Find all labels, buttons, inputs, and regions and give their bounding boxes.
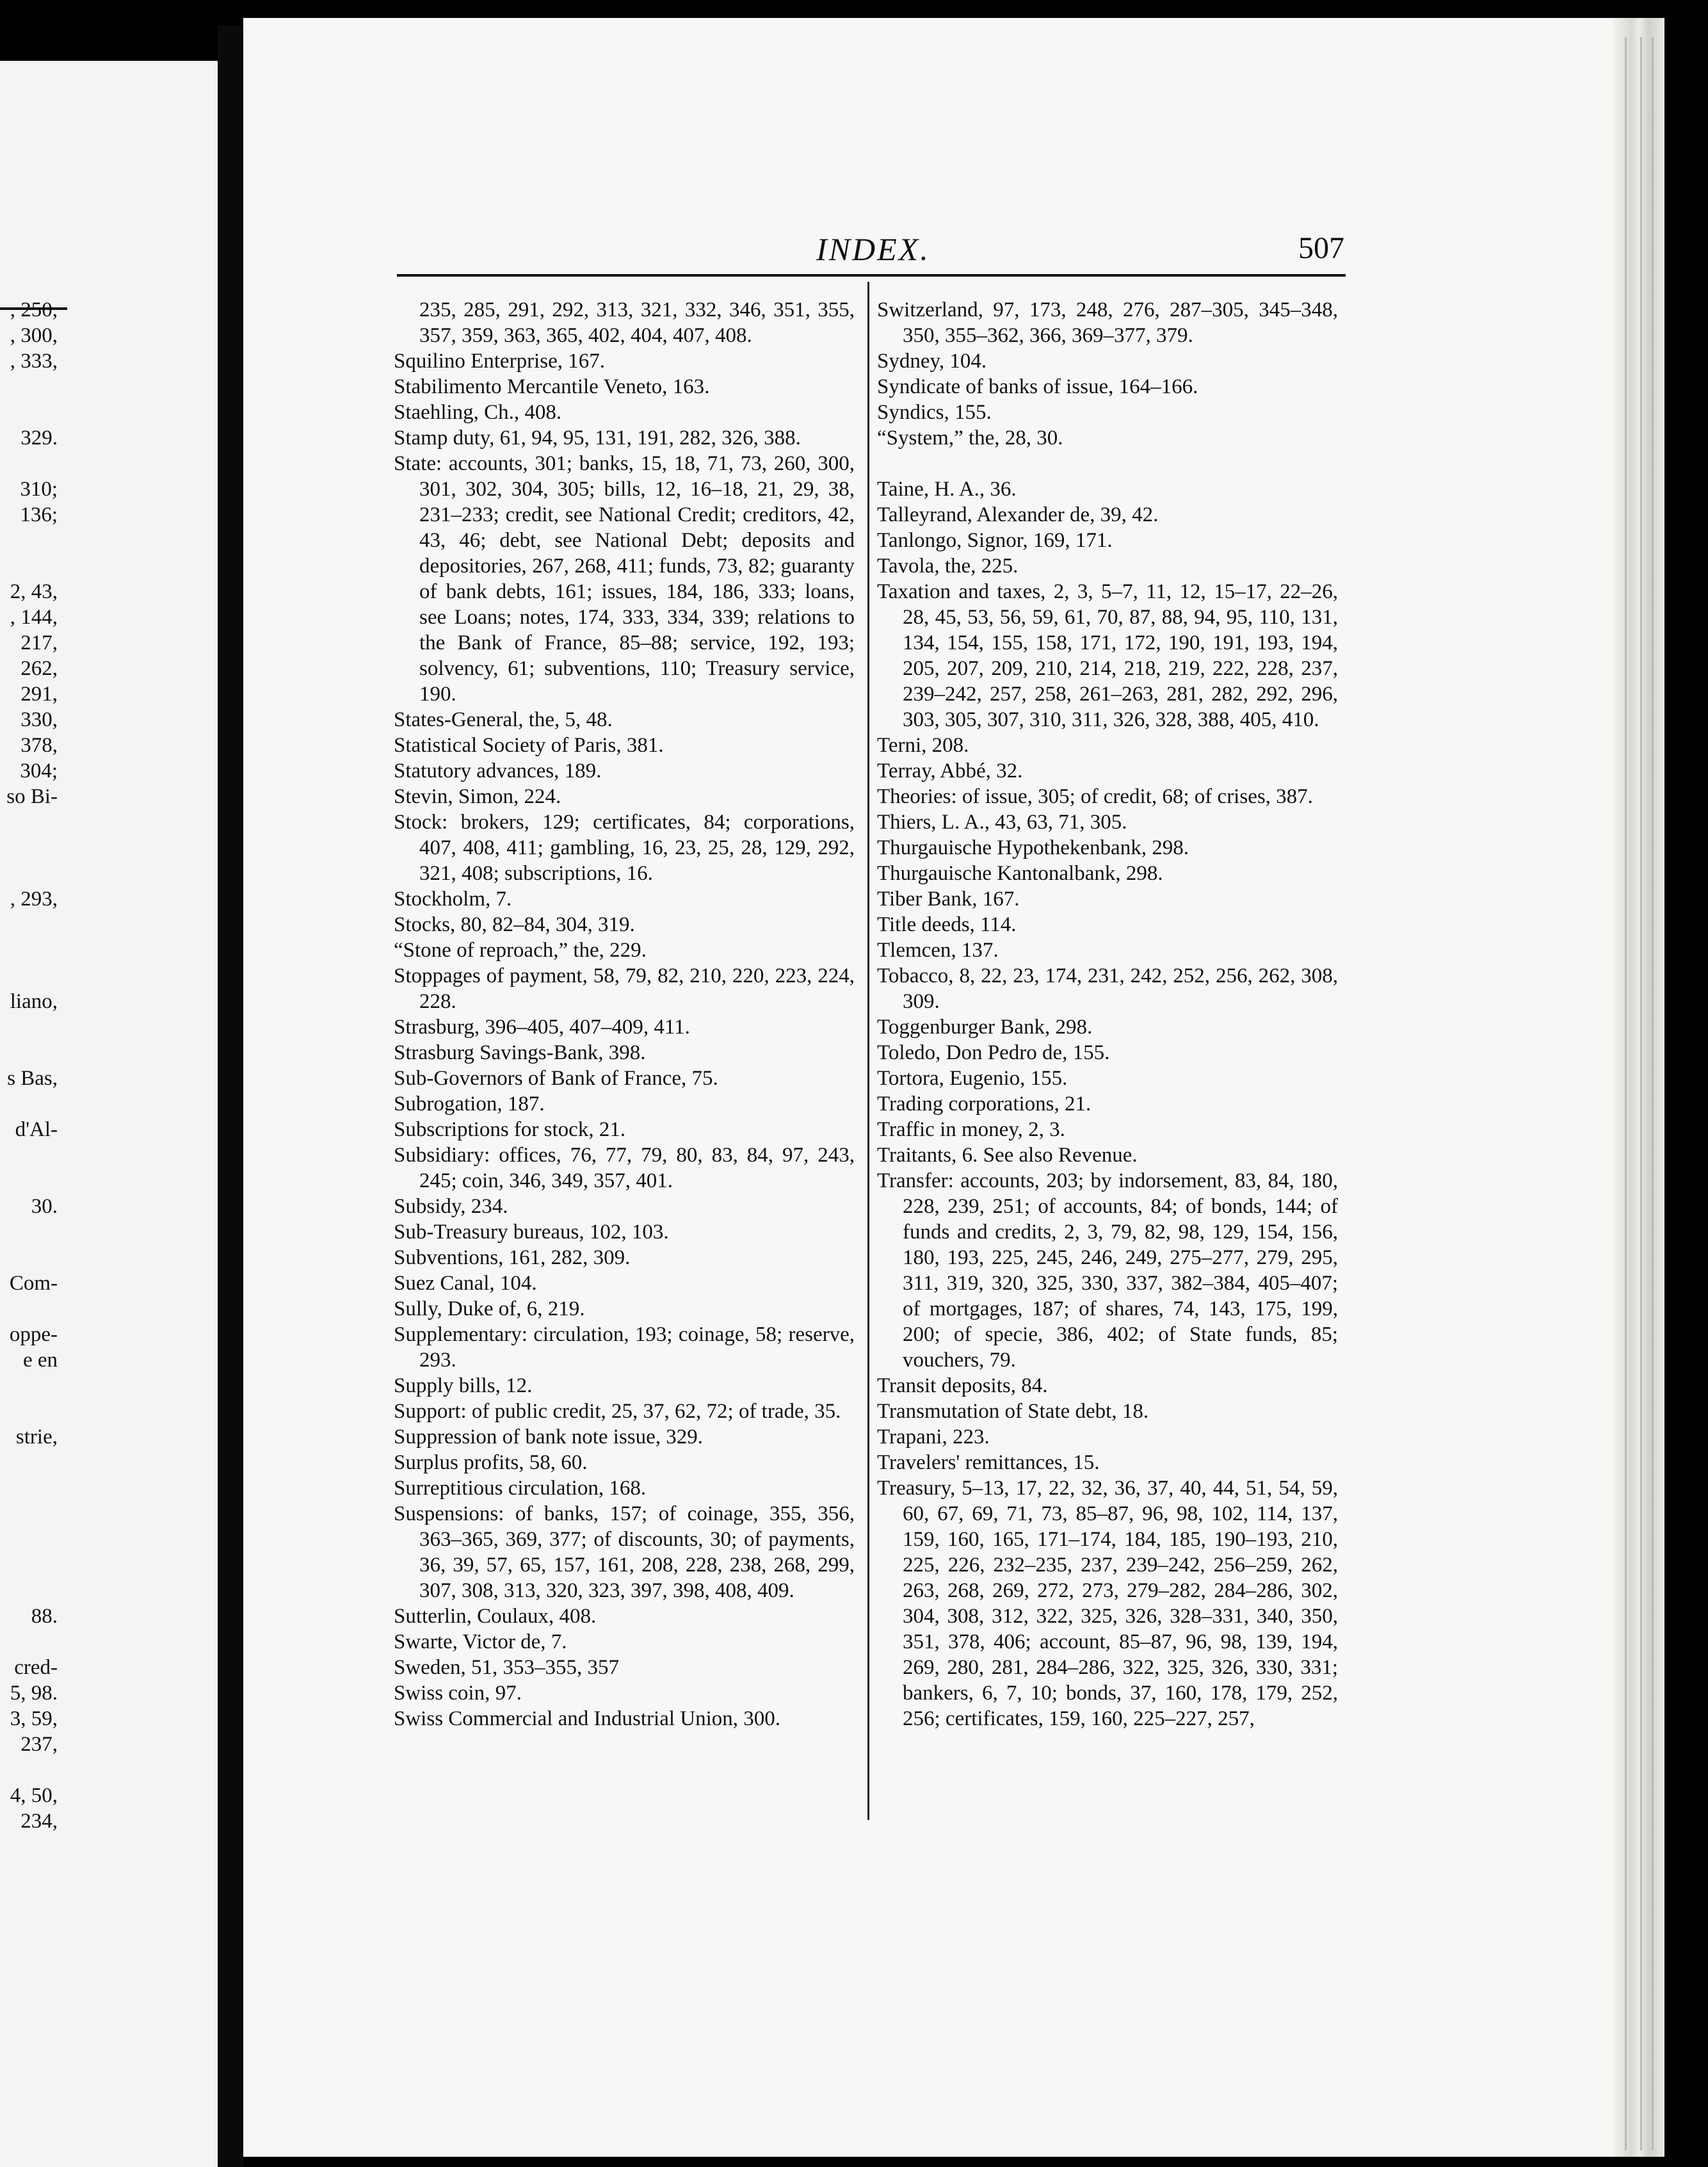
previous-page-fragment: 310; (20, 478, 58, 501)
index-entry: Title deeds, 114. (877, 913, 1017, 936)
previous-page-fragment: 262, (20, 657, 58, 680)
index-entry: Toggenburger Bank, 298. (877, 1016, 1093, 1039)
index-entry: Subsidy, 234. (394, 1195, 508, 1218)
previous-page (0, 61, 218, 2167)
index-entry: 235, 285, 291, 292, 313, 321, 332, 346, 351, 355, 357, 359, 363, 365, 402, 404, 407, 408. (419, 298, 855, 347)
index-entry: Swiss coin, 97. (394, 1682, 522, 1705)
previous-page-fragment: 234, (20, 1810, 58, 1833)
index-entry: Statutory advances, 189. (394, 759, 602, 783)
index-entry: Syndicate of banks of issue, 164–166. (877, 375, 1198, 398)
index-column-left (394, 297, 855, 1732)
index-entry: Sub-Treasury bureaus, 102, 103. (394, 1221, 669, 1244)
index-entry: Thurgauische Kantonalbank, 298. (877, 862, 1163, 885)
index-entry: Stamp duty, 61, 94, 95, 131, 191, 282, 326, 388. (394, 426, 801, 450)
index-entry: Toledo, Don Pedro de, 155. (877, 1041, 1110, 1064)
previous-page-fragment: 136; (20, 503, 58, 526)
previous-page-fragment: cred- (14, 1656, 58, 1679)
index-entry: Stoppages of payment, 58, 79, 82, 210, 220, 223, 224, 228. (394, 964, 855, 1013)
previous-page-fragment: 304; (20, 759, 58, 783)
index-entry: States-General, the, 5, 48. (394, 708, 613, 731)
index-entry: Statistical Society of Paris, 381. (394, 734, 664, 757)
index-entry: Swarte, Victor de, 7. (394, 1630, 567, 1653)
index-entry: Theories: of issue, 305; of credit, 68; of crises, 387. (877, 785, 1313, 808)
page-edge-line (1652, 37, 1654, 2150)
previous-page-fragment: 291, (20, 683, 58, 706)
page-number: 507 (1298, 231, 1344, 265)
index-entry: Suez Canal, 104. (394, 1272, 537, 1295)
previous-page-fragment: 4, 50, (10, 1784, 58, 1807)
index-entry: Subsidiary: offices, 76, 77, 79, 80, 83, 84, 97, 243, 245; coin, 346, 349, 357, 401. (394, 1144, 855, 1192)
index-entry: “System,” the, 28, 30. (877, 426, 1063, 450)
index-entry: Staehling, Ch., 408. (394, 401, 562, 424)
index-entry: Transmutation of State debt, 18. (877, 1400, 1149, 1423)
index-entry: Tavola, the, 225. (877, 555, 1019, 578)
index-entry: Stock: brokers, 129; certificates, 84; corporations, 407, 408, 411; gambling, 16, 23, 25, 28, 129, 292, 321, 408; subscriptions, 16. (394, 811, 855, 885)
index-entry: Terni, 208. (877, 734, 969, 757)
previous-page-fragment: 30. (31, 1195, 58, 1218)
page-edge-stack (1613, 18, 1664, 2157)
previous-page-fragment: , 250, (10, 298, 58, 321)
index-entry: Supplementary: circulation, 193; coinage, 58; reserve, 293. (394, 1323, 855, 1372)
index-entry: Suppression of bank note issue, 329. (394, 1425, 704, 1449)
index-entry: Subscriptions for stock, 21. (394, 1118, 626, 1141)
index-entry: Suspensions: of banks, 157; of coinage, 355, 356, 363–365, 369, 377; of discounts, 30; of payments, 36, 39, 57, 65, 157, 161, 208, 228, 238, 268, 299, 307, 308, 313, 320, 323, 397, 398, 408, 409. (394, 1502, 855, 1602)
index-entry: Tlemcen, 137. (877, 939, 999, 962)
index-entry: Support: of public credit, 25, 37, 62, 72; of trade, 35. (394, 1400, 841, 1423)
previous-page-fragment: 5, 98. (10, 1682, 58, 1705)
previous-page-fragment: 3, 59, (10, 1707, 58, 1730)
previous-page-fragment: 237, (20, 1733, 58, 1756)
page-gutter-shadow (218, 26, 243, 2167)
index-entry: Surreptitious circulation, 168. (394, 1477, 647, 1500)
running-head-title: INDEX. (816, 231, 930, 267)
index-entry: Tobacco, 8, 22, 23, 174, 231, 242, 252, 256, 262, 308, 309. (877, 964, 1338, 1013)
index-entry: Switzerland, 97, 173, 248, 276, 287–305, 345–348, 350, 355–362, 366, 369–377, 379. (877, 298, 1338, 347)
index-entry: Trading corporations, 21. (877, 1092, 1092, 1116)
previous-page-fragment: 329. (20, 426, 58, 450)
index-entry: Stocks, 80, 82–84, 304, 319. (394, 913, 635, 936)
index-entry: Sweden, 51, 353–355, 357 (394, 1656, 619, 1679)
page-edge-line (1625, 37, 1627, 2150)
previous-page-fragment: 217, (20, 631, 58, 654)
index-entry: Tanlongo, Signor, 169, 171. (877, 529, 1113, 552)
index-entry: Stockholm, 7. (394, 888, 512, 911)
index-entry: Syndics, 155. (877, 401, 992, 424)
previous-page-fragment: e en (22, 1349, 58, 1372)
index-entry: Transfer: accounts, 203; by indorsement, 83, 84, 180, 228, 239, 251; of accounts, 84; of bonds, 144; of funds and credits, 2, 3, 79, 82, 98, 129, 154, 156, 180, 193, 225, 245, 246, 249, 275–277, 279, 295, 311, 319, 320, 325, 330, 337, 382–384, 405–407; of mortgages, 187; of shares, 74, 143, 175, 199, 200; of specie, 386, 402; of State funds, 85; vouchers, 79. (877, 1169, 1338, 1372)
previous-page-fragment: 378, (20, 734, 58, 757)
index-entry: Thurgauische Hypothekenbank, 298. (877, 836, 1189, 859)
previous-page-fragment: liano, (10, 990, 58, 1013)
index-entry: Traitants, 6. See also Revenue. (877, 1144, 1138, 1167)
index-entry: Taine, H. A., 36. (877, 478, 1017, 501)
index-entry: Sydney, 104. (877, 350, 987, 373)
index-column-right (877, 297, 1338, 1732)
index-entry: Supply bills, 12. (394, 1374, 533, 1397)
previous-page-fragment: , 144, (10, 606, 58, 629)
index-entry: Sub-Governors of Bank of France, 75. (394, 1067, 718, 1090)
previous-page-fragment: d'Al- (15, 1118, 58, 1141)
index-entry: Talleyrand, Alexander de, 39, 42. (877, 503, 1159, 526)
index-entry: Sutterlin, Coulaux, 408. (394, 1605, 597, 1628)
index-entry: Traffic in money, 2, 3. (877, 1118, 1065, 1141)
index-entry: Stevin, Simon, 224. (394, 785, 561, 808)
index-entry: Treasury, 5–13, 17, 22, 32, 36, 37, 40, 44, 51, 54, 59, 60, 67, 69, 71, 73, 85–87, 96, 98, 102, 114, 137, 159, 160, 165, 171–174, 184, 185, 190–193, 210, 225, 226, 232–235, 237, 239–242, 256–259, 262, 263, 268, 269, 272, 273, 279–282, 284–286, 302, 304, 308, 312, 322, 325, 326, 328–331, 340, 350, 351, 378, 406; account, 85–87, 96, 98, 139, 194, 269, 280, 281, 284–286, 322, 325, 326, 330, 331; bankers, 6, 7, 10; bonds, 37, 160, 178, 179, 252, 256; certificates, 159, 160, 225–227, 257, (877, 1477, 1338, 1730)
running-head-rule (397, 274, 1346, 277)
index-entry: Tiber Bank, 167. (877, 888, 1020, 911)
running-head (397, 231, 1344, 269)
column-divider (867, 282, 869, 1820)
index-entry: Terray, Abbé, 32. (877, 759, 1023, 783)
previous-page-fragment: 330, (20, 708, 58, 731)
index-entry: Trapani, 223. (877, 1425, 990, 1449)
index-entry: Stabilimento Mercantile Veneto, 163. (394, 375, 710, 398)
index-entry: Thiers, L. A., 43, 63, 71, 305. (877, 811, 1127, 834)
previous-page-fragment: , 293, (10, 888, 58, 911)
previous-page-fragment: oppe- (9, 1323, 58, 1346)
previous-page-fragment: s Bas, (7, 1067, 58, 1090)
index-entry: Surplus profits, 58, 60. (394, 1451, 588, 1474)
previous-page-fragment: Com- (9, 1272, 58, 1295)
index-entry: Strasburg Savings-Bank, 398. (394, 1041, 646, 1064)
index-entry: Swiss Commercial and Industrial Union, 300. (394, 1707, 781, 1730)
index-entry: Squilino Enterprise, 167. (394, 350, 605, 373)
previous-page-fragment: , 300, (10, 324, 58, 347)
index-entry: Taxation and taxes, 2, 3, 5–7, 11, 12, 15–17, 22–26, 28, 45, 53, 56, 59, 61, 70, 87, 88, 94, 95, 110, 131, 134, 154, 155, 158, 171, 172, 190, 191, 193, 194, 205, 207, 209, 210, 214, 218, 219, 222, 228, 237, 239–242, 257, 258, 261–263, 281, 282, 292, 296, 303, 305, 307, 310, 311, 326, 328, 388, 405, 410. (877, 580, 1338, 731)
page-edge-line (1640, 37, 1642, 2150)
index-entry: Subventions, 161, 282, 309. (394, 1246, 631, 1269)
index-entry: “Stone of reproach,” the, 229. (394, 939, 647, 962)
previous-page-fragment: 88. (31, 1605, 58, 1628)
previous-page-fragment: strie, (15, 1425, 58, 1449)
index-entry: Subrogation, 187. (394, 1092, 545, 1116)
index-entry: Travelers' remittances, 15. (877, 1451, 1100, 1474)
index-entry: Strasburg, 396–405, 407–409, 411. (394, 1016, 690, 1039)
index-entry: State: accounts, 301; banks, 15, 18, 71, 73, 260, 300, 301, 302, 304, 305; bills, 12, 16–18, 21, 29, 38, 231–233; credit, see National Credit; creditors, 42, 43, 46; debt, see National Debt; deposits and depositories, 267, 268, 411; funds, 73, 82; guaranty of bank debts, 161; issues, 184, 186, 333; loans, see Loans; notes, 174, 333, 334, 339; relations to the Bank of France, 85–88; service, 192, 193; solvency, 61; subventions, 110; Treasury service, 190. (394, 452, 855, 706)
index-entry: Transit deposits, 84. (877, 1374, 1048, 1397)
index-entry: Tortora, Eugenio, 155. (877, 1067, 1068, 1090)
previous-page-fragment: 2, 43, (10, 580, 58, 603)
previous-page-fragment: , 333, (10, 350, 58, 373)
previous-page-fragment: so Bi- (6, 785, 58, 808)
index-entry: Sully, Duke of, 6, 219. (394, 1297, 585, 1320)
